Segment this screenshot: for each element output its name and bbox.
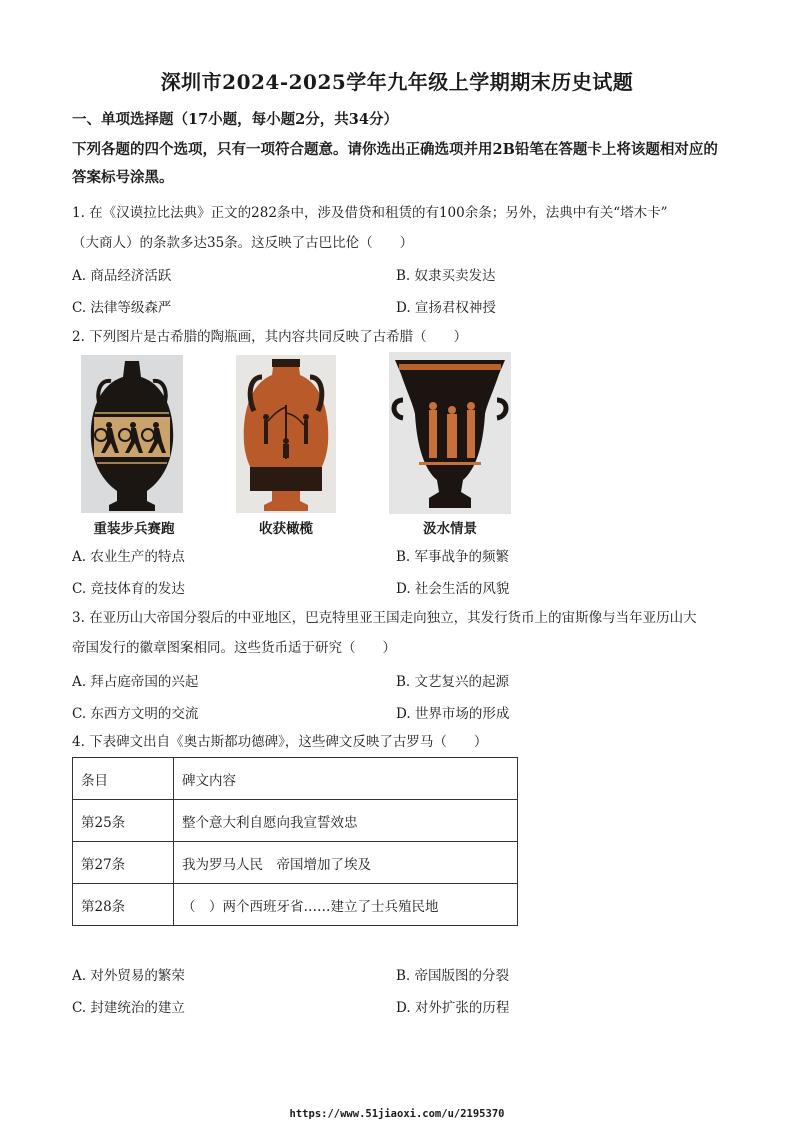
table-row	[73, 842, 518, 884]
footer-url[interactable]: https://www.51jiaoxi.com/u/2195370	[289, 1108, 505, 1120]
q2-stem-line1: 2. 下列图片是古希腊的陶瓶画，其内容共同反映了古希腊（ ）	[72, 329, 468, 345]
q2-option-a: A. 农业生产的特点	[72, 549, 185, 565]
q1-stem-line2: （大商人）的条款多达35条。这反映了古巴比伦（ ）	[72, 235, 414, 251]
vase-caption-1: 重装步兵赛跑	[93, 521, 175, 537]
q1-option-c: C. 法律等级森严	[72, 300, 172, 316]
table-row	[73, 884, 518, 926]
q2-option-d: D. 社会生活的风貌	[396, 581, 510, 597]
table-cell: 第27条	[73, 842, 174, 884]
page-title: 深圳市2024-2025学年九年级上学期期末历史试题	[160, 70, 634, 94]
vase-image-water-drawing	[389, 352, 511, 514]
q4-option-b: B. 帝国版图的分裂	[396, 968, 510, 984]
table-cell: （ ）两个西班牙省……建立了士兵殖民地	[174, 884, 518, 926]
vase-image-hoplite-race	[81, 355, 183, 513]
q2-option-b: B. 军事战争的频繁	[396, 549, 510, 565]
table-cell: 我为罗马人民 帝国增加了埃及	[174, 842, 518, 884]
table-cell: 整个意大利自愿向我宣誓效忠	[174, 800, 518, 842]
instruction-text: 下列各题的四个选项，只有一项符合题意。请你选出正确选项并用2B铅笔在答题卡上将该题相对应的答案标号涂黑。	[72, 141, 718, 186]
q2-option-c: C. 竞技体育的发达	[72, 581, 185, 597]
table-header-cell: 条目	[73, 758, 174, 800]
table-cell: 第25条	[73, 800, 174, 842]
q3-option-b: B. 文艺复兴的起源	[396, 674, 510, 690]
table-header-cell: 碑文内容	[174, 758, 518, 800]
q3-stem-line1: 3. 在亚历山大帝国分裂后的中亚地区，巴克特里亚王国走向独立，其发行货币上的宙斯像与当年亚历山大	[72, 610, 697, 626]
q4-option-c: C. 封建统治的建立	[72, 1000, 185, 1016]
table-header-row	[73, 758, 518, 800]
q3-option-c: C. 东西方文明的交流	[72, 706, 199, 722]
q4-option-d: D. 对外扩张的历程	[396, 1000, 510, 1016]
q4-stem-line1: 4. 下表碑文出自《奥古斯都功德碑》，这些碑文反映了古罗马（ ）	[72, 734, 488, 750]
q1-option-a: A. 商品经济活跃	[72, 268, 172, 284]
q3-stem-line2: 帝国发行的徽章图案相同。这些货币适于研究（ ）	[72, 640, 396, 656]
q4-option-a: A. 对外贸易的繁荣	[72, 968, 185, 984]
q1-option-d: D. 宣扬君权神授	[396, 300, 496, 316]
table-cell: 第28条	[73, 884, 174, 926]
table-row	[73, 800, 518, 842]
vase-caption-2: 收获橄榄	[259, 521, 313, 537]
q1-option-b: B. 奴隶买卖发达	[396, 268, 496, 284]
q1-stem-line1: 1. 在《汉谟拉比法典》正文的282条中，涉及借贷和租赁的有100余条；另外，法典中有关“塔木卡”	[72, 205, 668, 221]
vase-image-olive-harvest	[236, 355, 336, 513]
section-heading: 一、单项选择题（17小题，每小题2分，共34分）	[72, 111, 398, 128]
vase-caption-3: 汲水情景	[423, 521, 477, 537]
q3-option-d: D. 世界市场的形成	[396, 706, 510, 722]
q3-option-a: A. 拜占庭帝国的兴起	[72, 674, 199, 690]
stele-table	[72, 757, 518, 926]
